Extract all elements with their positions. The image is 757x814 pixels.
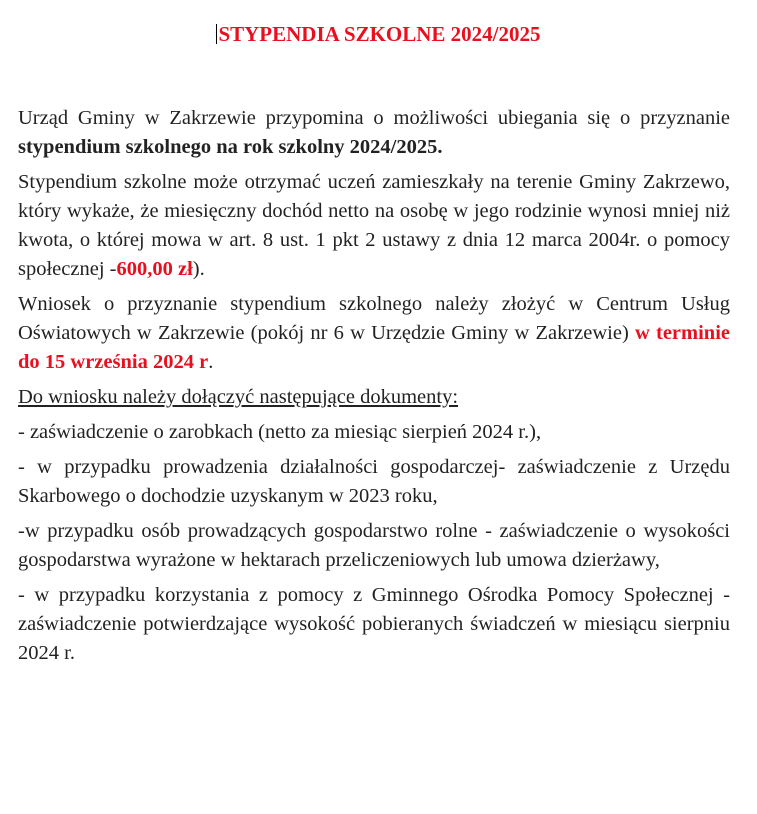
document-item: - zaświadczenie o zarobkach (netto za miesiąc sierpień 2024 r.), bbox=[18, 421, 542, 443]
intro-bold-text: stypendium szkolnego na rok szkolny 2024/2025. bbox=[18, 136, 443, 158]
application-paragraph bbox=[18, 290, 730, 377]
eligibility-closing: ). bbox=[192, 258, 205, 280]
documents-heading: Do wniosku należy dołączyć następujące dokumenty: bbox=[18, 386, 459, 408]
page-title-text: STYPENDIA SZKOLNE 2024/2025 bbox=[218, 22, 541, 46]
page-title bbox=[0, 22, 757, 47]
eligibility-amount: 600,00 zł bbox=[116, 258, 193, 280]
document-body bbox=[18, 104, 730, 674]
eligibility-paragraph bbox=[18, 168, 730, 284]
document-item: -w przypadku osób prowadzących gospodarstwo rolne - zaświadczenie o wysokości gospodarstwa wyrażone w hektarach przeliczeniowych lub umowa dzierżawy, bbox=[18, 520, 730, 571]
eligibility-text: Stypendium szkolne może otrzymać uczeń zamieszkały na terenie Gminy Zakrzewo, który wykaże, że miesięczny dochód netto na osobę w jego rodzinie wynosi mniej niż kwota, o której mowa w art. 8 ust. 1 pkt 2 ustawy z dnia 12 marca 2004r. o pomocy społecznej - bbox=[18, 171, 730, 280]
application-text: Wniosek o przyznanie stypendium szkolnego należy złożyć w Centrum Usług Oświatowych w Zakrzewie (pokój nr 6 w Urzędzie Gminy w Zakrzewie) bbox=[18, 293, 730, 344]
intro-text: Urząd Gminy w Zakrzewie przypomina o możliwości ubiegania się o przyznanie bbox=[18, 107, 730, 129]
application-closing: . bbox=[208, 351, 214, 373]
document-item: - w przypadku prowadzenia działalności gospodarczej- zaświadczenie z Urzędu Skarbowego o dochodzie uzyskanym w 2023 roku, bbox=[18, 456, 730, 507]
document-item: - w przypadku korzystania z pomocy z Gminnego Ośrodka Pomocy Społecznej - zaświadczenie potwierdzające wysokość pobieranych świadczeń w miesiącu sierpniu 2024 r. bbox=[18, 584, 730, 664]
intro-paragraph bbox=[18, 104, 730, 162]
application-deadline: w terminie do 15 września 2024 r bbox=[18, 322, 731, 373]
